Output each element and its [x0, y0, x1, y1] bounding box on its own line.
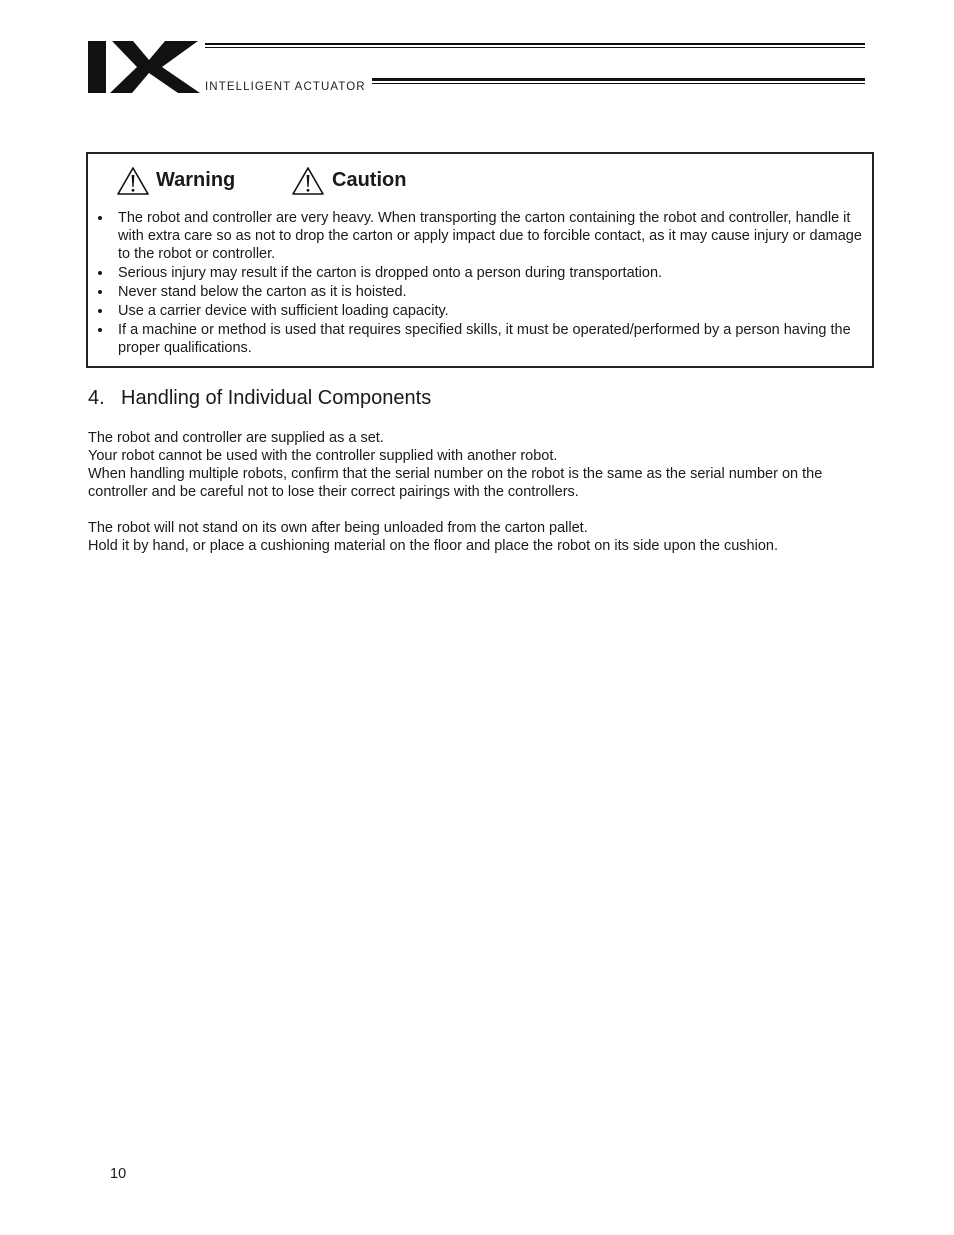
warning-list [96, 209, 864, 358]
warning-label: Warning [156, 169, 236, 191]
ix-logo [88, 40, 200, 94]
paragraph-line: The robot will not stand on its own after being unloaded from the carton pallet. [88, 520, 588, 536]
paragraph-line: The robot and controller are supplied as a set. [88, 430, 384, 446]
caution-triangle-icon [291, 166, 325, 196]
list-item: If a machine or method is used that requires specified skills, it must be operated/performed by a person having the proper qualifications. [96, 321, 864, 357]
list-item: Use a carrier device with sufficient loading capacity. [96, 302, 864, 320]
warning-triangle-icon [116, 166, 150, 196]
list-item: Never stand below the carton as it is hoisted. [96, 283, 864, 301]
list-item: Serious injury may result if the carton is dropped onto a person during transportation. [96, 264, 864, 282]
section-title: Handling of Individual Components [121, 387, 432, 409]
header-rule-top [205, 43, 865, 45]
paragraph-line: When handling multiple robots, confirm that the serial number on the robot is the same as the serial number on the controller and be careful not to lose their correct pairings with the controllers. [88, 466, 823, 500]
paragraph-line: Your robot cannot be used with the controller supplied with another robot. [88, 448, 558, 464]
caution-label: Caution [332, 169, 407, 191]
header-rule-bottom [372, 78, 865, 81]
header-rule-bottom-thin [372, 83, 865, 84]
paragraph-line: Hold it by hand, or place a cushioning material on the floor and place the robot on its side upon the cushion. [88, 538, 778, 554]
brand-name: INTELLIGENT ACTUATOR [205, 81, 366, 93]
list-item: The robot and controller are very heavy. When transporting the carton containing the robot and controller, handle it with extra care so as not to drop the carton or apply impact due to forcible contact, as it may cause injury or damage to the robot or controller. [96, 209, 864, 263]
header-rule-top-thin [205, 47, 865, 48]
section-heading [88, 387, 431, 410]
section-number: 4. [88, 387, 105, 409]
page-number: 10 [110, 1166, 127, 1182]
